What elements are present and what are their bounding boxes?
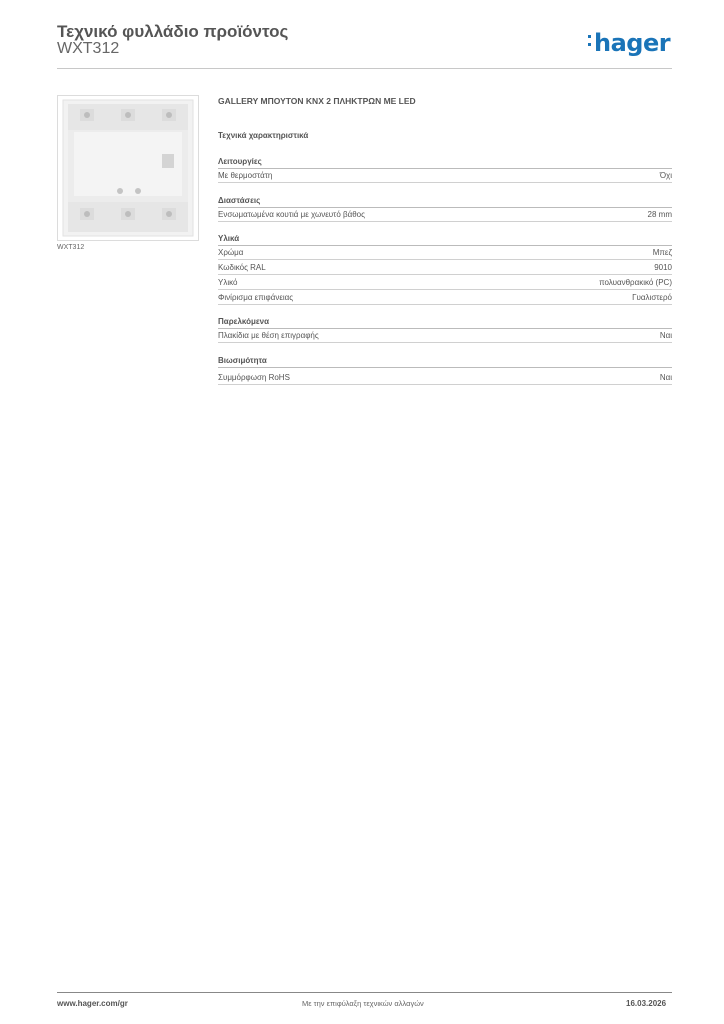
spec-value: Γυαλιστερό <box>632 293 672 302</box>
spec-value: Ναι <box>659 373 672 382</box>
spec-value: 28 mm <box>647 210 672 219</box>
spec-label: Φινίρισμα επιφάνειας <box>218 293 294 302</box>
product-code: WXT312 <box>57 40 120 57</box>
footer-website-link[interactable]: www.hager.com/gr <box>57 999 128 1008</box>
hager-logo <box>594 29 670 57</box>
spec-row <box>218 278 672 290</box>
spec-label: Με θερμοστάτη <box>218 171 273 180</box>
spec-value: 9010 <box>654 263 672 272</box>
push-button-illustration <box>58 96 198 240</box>
spec-label: Χρώμα <box>218 248 244 257</box>
tech-heading: Τεχνικά χαρακτηριστικά <box>218 131 309 140</box>
spec-value: Όχι <box>659 171 672 180</box>
spec-row <box>218 373 672 385</box>
spec-value: Ναι <box>659 331 672 340</box>
footer-divider <box>57 992 672 993</box>
product-name: GALLERY ΜΠΟΥΤΟΝ KNX 2 ΠΛΗΚΤΡΩΝ ΜΕ LED <box>218 96 416 106</box>
header-divider <box>57 68 672 69</box>
logo-text: hager <box>594 29 671 57</box>
spec-label: Υλικό <box>218 278 238 287</box>
product-image <box>57 95 199 241</box>
spec-value: Μπεζ <box>652 248 672 257</box>
page-title: Τεχνικό φυλλάδιο προϊόντος <box>57 22 289 41</box>
logo-dots <box>588 35 591 51</box>
spec-row <box>218 171 672 183</box>
footer-notice: Με την επιφύλαξη τεχνικών αλλαγών <box>302 999 424 1008</box>
spec-row <box>218 210 672 222</box>
image-caption: WXT312 <box>57 244 85 251</box>
spec-label: Συμμόρφωση RoHS <box>218 373 290 382</box>
spec-value: πολυανθρακικό (PC) <box>599 278 672 287</box>
spec-label: Ενσωματωμένα κουτιά με χωνευτό βάθος <box>218 210 365 219</box>
spec-label: Πλακίδια με θέση επιγραφής <box>218 331 319 340</box>
footer-date: 16.03.2026 <box>626 999 667 1008</box>
spec-label: Κωδικός RAL <box>218 263 266 272</box>
spec-row <box>218 293 672 305</box>
section-heading-functions: Λειτουργίες <box>218 157 672 169</box>
section-heading-materials: Υλικά <box>218 234 672 246</box>
spec-row <box>218 263 672 275</box>
section-heading-dimensions: Διαστάσεις <box>218 196 672 208</box>
spec-row <box>218 331 672 343</box>
section-heading-sustainability: Βιωσιμότητα <box>218 356 672 368</box>
section-heading-accessories: Παρελκόμενα <box>218 317 672 329</box>
spec-row <box>218 248 672 260</box>
